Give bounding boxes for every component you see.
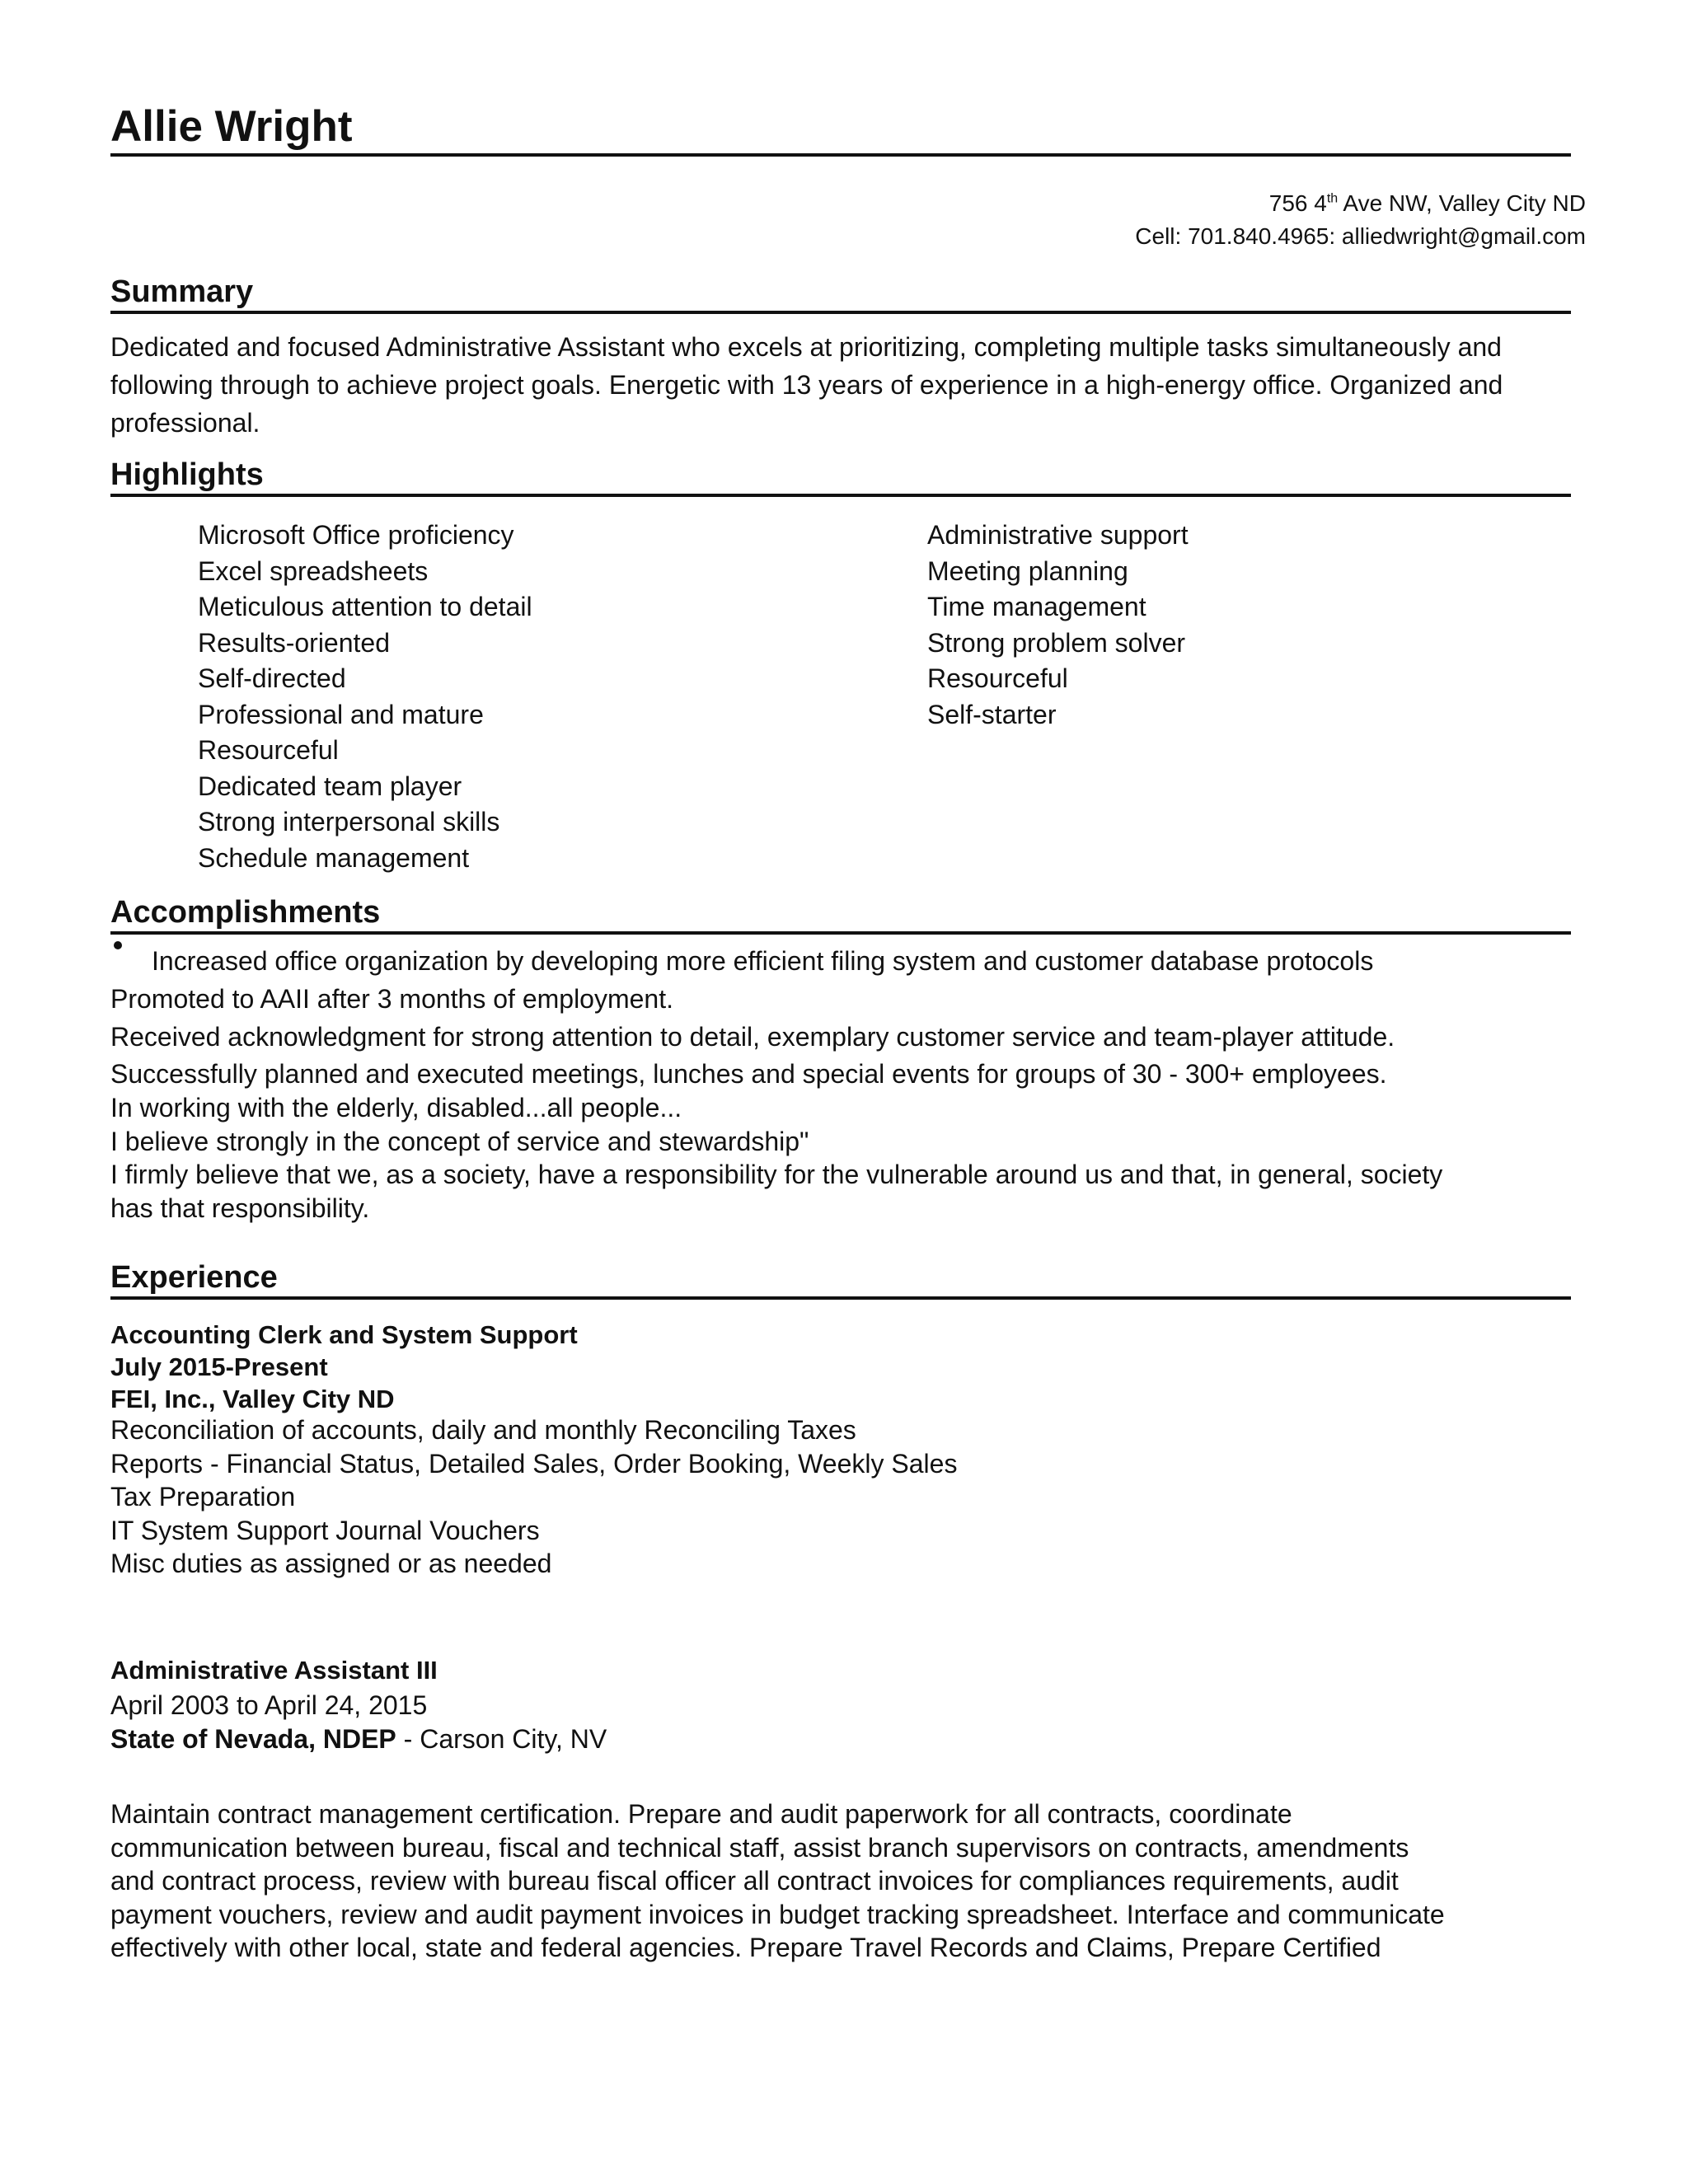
list-item: IT System Support Journal Vouchers — [110, 1515, 540, 1545]
list-item: Time management — [927, 592, 1146, 621]
list-item: Self-starter — [927, 699, 1057, 729]
list-item: Dedicated team player — [198, 771, 462, 801]
service-quote — [110, 1091, 1586, 1225]
experience-heading: Experience — [110, 1260, 278, 1295]
accomplishment-item: Received acknowledgment for strong attention to detail, exemplary customer service and team-player attitude. — [110, 1022, 1395, 1052]
list-item: Microsoft Office proficiency — [198, 520, 514, 550]
list-item: Administrative support — [927, 520, 1189, 550]
description-line: and contract process, review with bureau fiscal officer all contract invoices for compliances requirements, audit — [110, 1866, 1399, 1896]
accomplishments-divider — [110, 931, 1571, 935]
quote-line: In working with the elderly, disabled...all people... — [110, 1093, 682, 1122]
summary-line: following through to achieve project goals. Energetic with 13 years of experience in a high-energy office. Organized and — [110, 370, 1503, 400]
experience-divider — [110, 1296, 1571, 1300]
highlights-left-list — [198, 518, 532, 876]
list-item: Reports - Financial Status, Detailed Sales, Order Booking, Weekly Sales — [110, 1448, 958, 1479]
list-item: Schedule management — [198, 842, 470, 873]
highlights-heading: Highlights — [110, 457, 264, 492]
quote-line: has that responsibility. — [110, 1193, 370, 1223]
candidate-name: Allie Wright — [110, 102, 353, 151]
job-dates: July 2015-Present — [110, 1352, 328, 1381]
list-item: Self-directed — [198, 663, 346, 693]
summary-text — [110, 328, 1586, 442]
address-street-city: Ave NW, Valley City ND — [1338, 190, 1586, 216]
list-item: Excel spreadsheets — [198, 555, 429, 586]
job-description — [110, 1797, 1594, 1965]
description-line: Maintain contract management certification. Prepare and audit paperwork for all contracts, coordinate — [110, 1799, 1292, 1829]
list-item: Resourceful — [927, 663, 1068, 693]
summary-line: professional. — [110, 408, 260, 438]
list-item: Strong problem solver — [927, 627, 1186, 658]
list-item: Misc duties as assigned or as needed — [110, 1549, 552, 1578]
list-item: Meeting planning — [927, 555, 1128, 586]
accomplishment-item: Successfully planned and executed meetings, lunches and special events for groups of 30 - 300+ employees. — [110, 1059, 1387, 1089]
list-item: Resourceful — [198, 735, 339, 765]
job-duties-list — [110, 1413, 957, 1581]
address-number: 756 4 — [1268, 190, 1327, 216]
job-title: Administrative Assistant III — [110, 1656, 438, 1685]
job-employer: State of Nevada, NDEP — [110, 1724, 396, 1754]
list-item: Meticulous attention to detail — [198, 592, 532, 621]
quote-line: I firmly believe that we, as a society, have a responsibility for the vulnerable around us and that, in general, society — [110, 1160, 1443, 1189]
list-item: Strong interpersonal skills — [198, 807, 500, 837]
accomplishments-heading: Accomplishments — [110, 895, 381, 930]
description-line: payment vouchers, review and audit payment invoices in budget tracking spreadsheet. Interface and communicate — [110, 1899, 1445, 1929]
job-title: Accounting Clerk and System Support — [110, 1320, 578, 1349]
list-item: Professional and mature — [198, 699, 484, 729]
accomplishment-item: Promoted to AAII after 3 months of employment. — [110, 984, 673, 1014]
job-employer-line — [110, 1722, 607, 1755]
description-line: communication between bureau, fiscal and technical staff, assist branch supervisors on contracts, amendments — [110, 1832, 1409, 1863]
highlights-divider — [110, 494, 1571, 497]
highlights-right-list — [927, 518, 1189, 733]
address-ordinal: th — [1326, 191, 1339, 206]
list-item: Results-oriented — [198, 627, 390, 658]
quote-line: I believe strongly in the concept of service and stewardship" — [110, 1126, 809, 1156]
summary-heading: Summary — [110, 274, 254, 309]
job-location: - Carson City, NV — [396, 1724, 607, 1754]
contact-line: Cell: 701.840.4965: alliedwright@gmail.com — [1135, 223, 1586, 249]
bullet-icon — [114, 941, 122, 949]
summary-divider — [110, 311, 1571, 314]
list-item: Reconciliation of accounts, daily and monthly Reconciling Taxes — [110, 1415, 856, 1445]
job-employer: FEI, Inc., Valley City ND — [110, 1385, 395, 1413]
summary-line: Dedicated and focused Administrative Assistant who excels at prioritizing, completing multiple tasks simultaneously and — [110, 332, 1502, 362]
description-line: effectively with other local, state and federal agencies. Prepare Travel Records and Claims, Prepare Certified — [110, 1933, 1381, 1962]
accomplishment-item: Increased office organization by developing more efficient filing system and customer database protocols — [152, 946, 1374, 976]
name-divider — [110, 153, 1571, 157]
address-line — [1269, 190, 1586, 218]
list-item: Tax Preparation — [110, 1482, 296, 1511]
job-dates: April 2003 to April 24, 2015 — [110, 1690, 428, 1720]
